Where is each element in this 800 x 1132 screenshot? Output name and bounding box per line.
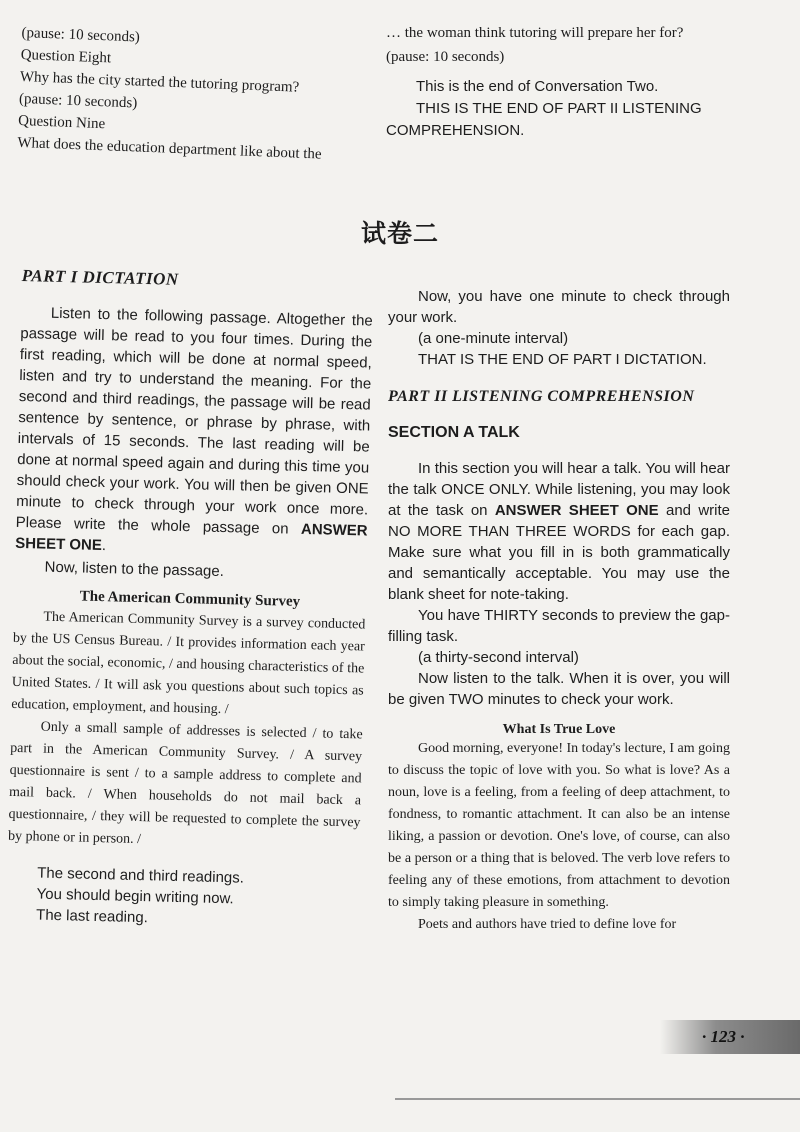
reading-cue: You should begin writing now.	[36, 885, 234, 908]
interval-line: (a one-minute interval)	[418, 330, 569, 347]
passage-title: The American Community Survey	[79, 588, 301, 610]
interval-line: (a thirty-second interval)	[418, 649, 579, 666]
talk-instructions: In this section you will hear a talk. You will hear the talk ONCE ONLY. While listening, you may look at the task on ANSWER SHEET ONE and write NO MORE THAN THREE WORDS for each gap. Make sure what you fill in is both grammatically and semantically acceptable. You may use the blank sheet for note-taking.	[388, 460, 730, 603]
pause-line: (pause: 10 seconds)	[21, 24, 141, 46]
reading-cue: The second and third readings.	[36, 864, 245, 887]
question-continuation: … the woman think tutoring will prepare her for?	[386, 25, 684, 41]
passage-paragraph: Only a small sample of addresses is selected / to take part in the American Community Survey. / A survey questionnaire is sent / to a sample address to complete and mail back. / When households do not mail back a questionnaire, / they will be requested to complete the survey by phone or in person. /	[7, 719, 363, 848]
check-line: Now, you have one minute to check through your work.	[388, 288, 730, 326]
check-instruction: Now listen to the talk. When it is over, you will be given TWO minutes to check your work.	[388, 670, 730, 708]
preview-instruction: You have THIRTY seconds to preview the gap-filling task.	[388, 607, 730, 645]
right-column	[388, 286, 730, 936]
question-text: Why has the city started the tutoring program?	[19, 68, 300, 96]
question-label: Question Eight	[20, 46, 112, 67]
question-text: What does the education department like about the	[17, 134, 322, 163]
listen-line: Now, listen to the passage.	[44, 558, 225, 581]
end-part-line: THIS IS THE END OF PART II LISTENING COMPREHENSION.	[386, 100, 702, 139]
pause-line: (pause: 10 seconds)	[386, 49, 505, 65]
answer-sheet-label: ANSWER SHEET ONE	[494, 502, 659, 519]
pause-line: (pause: 10 seconds)	[18, 90, 138, 112]
dictation-column	[6, 266, 374, 933]
previous-questions-right	[386, 22, 726, 142]
question-label: Question Nine	[17, 112, 106, 133]
previous-questions-left	[17, 22, 367, 167]
reading-cue: The last reading.	[35, 906, 149, 927]
section-a-heading: SECTION A TALK	[388, 424, 520, 441]
dictation-instructions: Listen to the following passage. Altogether the passage will be read to you four times. During the first reading, which will be done at normal speed, listen and try to understand the meaning. For the second and third readings, the passage will be read sentence by sentence, or phrase by phrase, with intervals of 15 seconds. The last reading will be done at normal speed again and during this time you should check your work. You will then be given ONE minute to check through your work once more. Please write the whole passage on ANSWER SHEET ONE.	[15, 304, 373, 555]
footer-divider	[395, 1098, 800, 1100]
end-dictation-line: THAT IS THE END OF PART I DICTATION.	[418, 351, 707, 368]
talk-title: What Is True Love	[502, 722, 616, 737]
talk-paragraph: Good morning, everyone! In today's lecture, I am going to discuss the topic of love with you. So what is love? As a noun, love is a feeling, from a feeling of deep attachment, to fondness, to romantic attachment. It can also be an intense liking, a passion or devotion. One's love, of course, can also be a person or a thing that is beloved. The verb love refers to feeling any of these emotions, from attachment to devotion to simply taking pleasure in something.	[388, 741, 730, 910]
part1-heading: PART I DICTATION	[21, 266, 179, 289]
part2-heading: PART II LISTENING COMPREHENSION	[388, 388, 695, 405]
answer-sheet-label: ANSWER SHEET ONE	[15, 520, 368, 555]
paper-title: 试卷二	[360, 219, 439, 248]
passage-paragraph: The American Community Survey is a survey conducted by the US Census Bureau. / It provides information each year about the social, economic, / and housing characteristics of the United States. / It will ask you questions about such topics as education, employment, and housing. /	[11, 609, 366, 718]
end-conversation-line: This is the end of Conversation Two.	[416, 78, 659, 95]
talk-paragraph: Poets and authors have tried to define love for	[418, 917, 677, 932]
page-number: · 123 ·	[660, 1020, 800, 1054]
